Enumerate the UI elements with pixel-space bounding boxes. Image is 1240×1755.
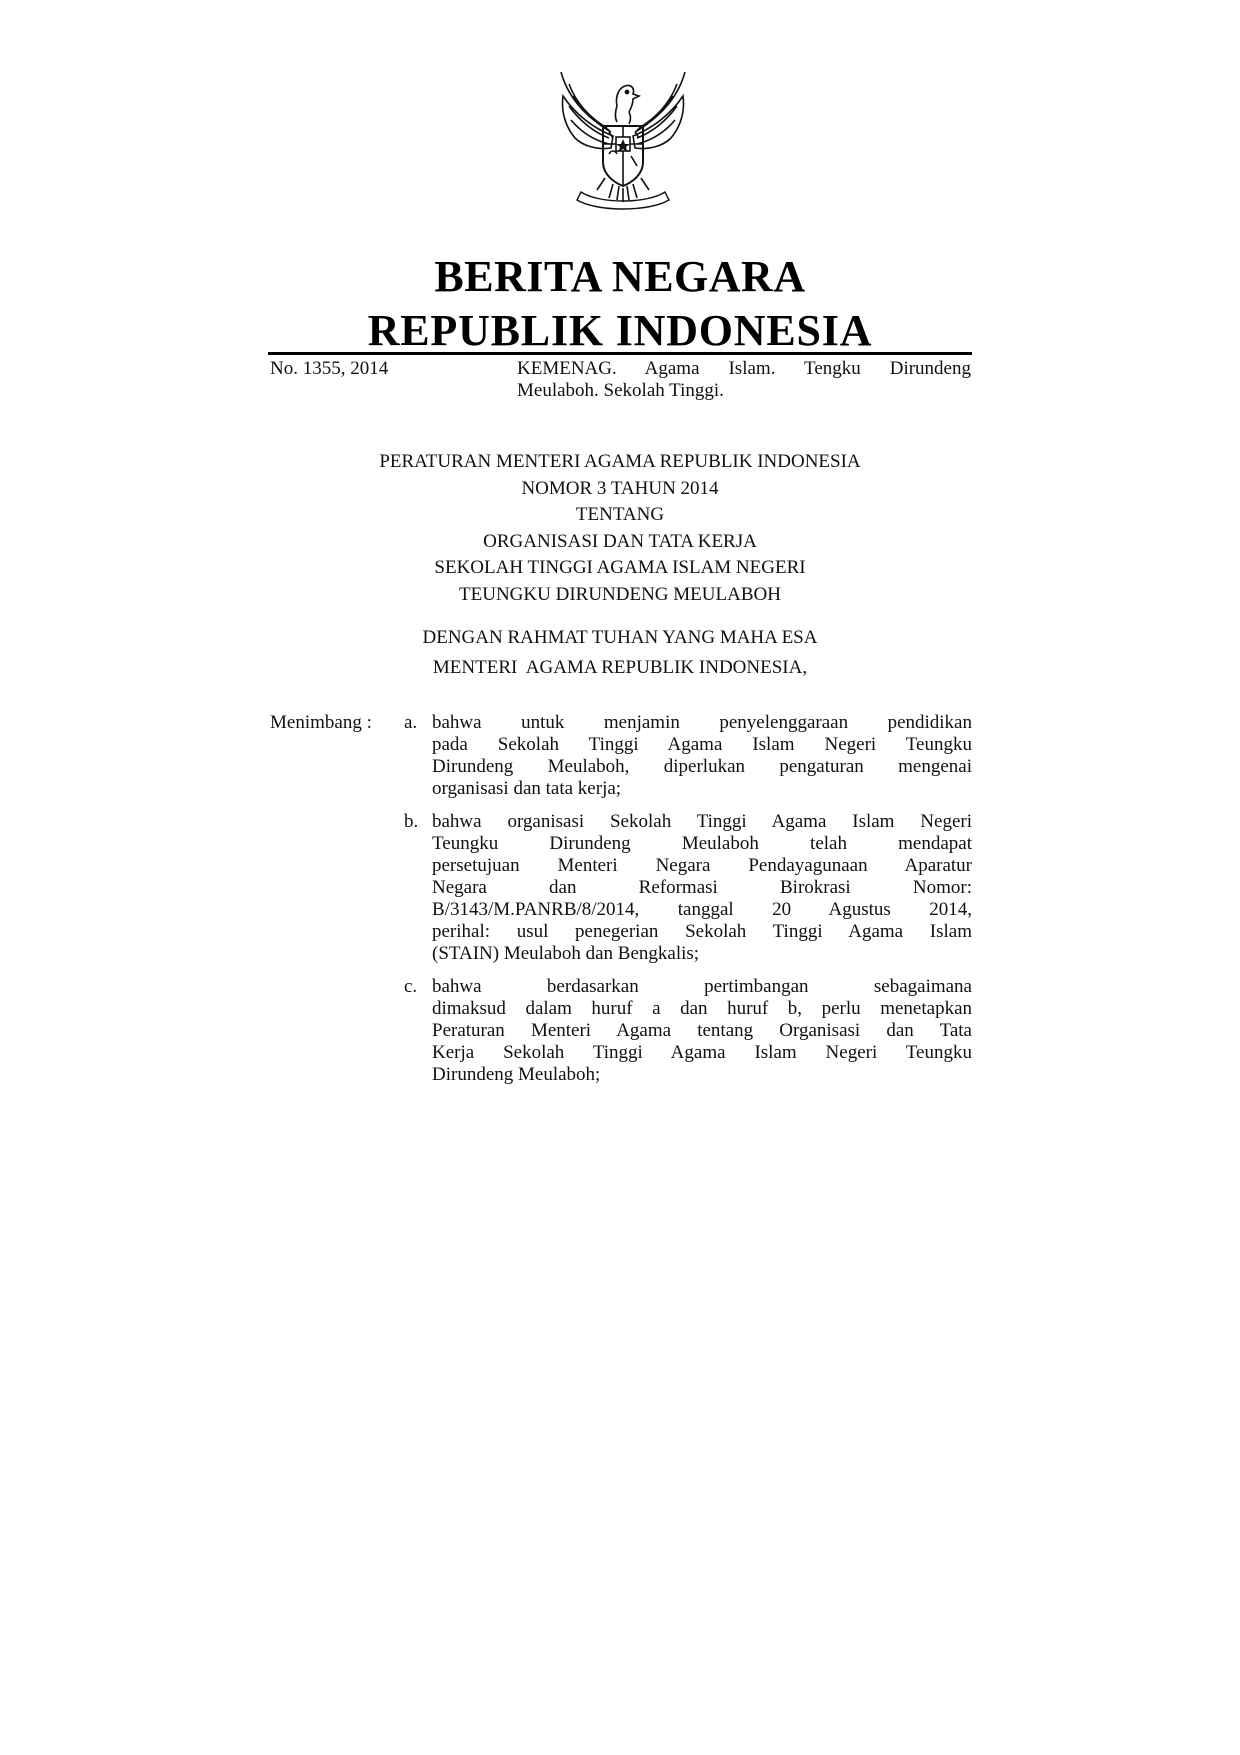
title-line: NOMOR 3 TAHUN 2014	[521, 477, 719, 499]
item-line: perihal: usul penegerian Sekolah Tinggi Agama Islam	[432, 921, 972, 942]
title-line: SEKOLAH TINGGI AGAMA ISLAM NEGERI	[434, 557, 806, 578]
list-item	[404, 712, 972, 800]
item-text	[432, 976, 972, 1086]
list-item	[404, 976, 972, 1086]
masthead-divider	[268, 352, 972, 355]
item-line: bahwa untuk menjamin penyelenggaraan pendidikan	[432, 712, 972, 733]
title-line: ORGANISASI DAN TATA KERJA	[483, 530, 757, 552]
item-line: Dirundeng Meulaboh;	[432, 1064, 601, 1085]
item-letter: a.	[404, 712, 418, 733]
gazette-topic-line1: KEMENAG. Agama Islam. Tengku Dirundeng	[517, 358, 971, 379]
masthead-title-line1: BERITA NEGARA	[434, 252, 806, 301]
item-line: (STAIN) Meulaboh dan Bengkalis;	[432, 943, 700, 964]
item-line: persetujuan Menteri Negara Pendayagunaan Aparatur	[432, 855, 972, 876]
item-text	[432, 712, 972, 800]
title-line: TEUNGKU DIRUNDENG MEULABOH	[459, 583, 781, 605]
item-line: bahwa berdasarkan pertimbangan sebagaimana	[432, 976, 972, 997]
item-line: bahwa organisasi Sekolah Tinggi Agama Islam Negeri	[432, 811, 972, 832]
gazette-topic	[517, 358, 971, 402]
item-text	[432, 811, 972, 965]
item-line: pada Sekolah Tinggi Agama Islam Negeri Teungku	[432, 734, 972, 755]
garuda-emblem-icon	[553, 66, 693, 216]
item-line: Dirundeng Meulaboh, diperlukan pengaturan mengenai	[432, 756, 972, 777]
regulation-title	[268, 449, 972, 608]
menimbang-list	[404, 712, 972, 1097]
title-line: PERATURAN MENTERI AGAMA REPUBLIK INDONESIA	[379, 451, 861, 472]
opening-formula	[268, 623, 972, 683]
opening-line1: DENGAN RAHMAT TUHAN YANG MAHA ESA	[422, 627, 818, 648]
gazette-number: No. 1355, 2014	[270, 358, 389, 379]
masthead	[268, 250, 972, 358]
item-line: Kerja Sekolah Tinggi Agama Islam Negeri Teungku	[432, 1042, 972, 1063]
title-line: TENTANG	[575, 504, 665, 525]
item-line: Teungku Dirundeng Meulaboh telah mendapat	[432, 833, 972, 854]
item-line: Negara dan Reformasi Birokrasi Nomor:	[432, 877, 972, 898]
item-line: organisasi dan tata kerja;	[432, 778, 622, 799]
menimbang-label: Menimbang :	[270, 712, 372, 733]
masthead-title-line2: REPUBLIK INDONESIA	[367, 306, 873, 355]
item-line: Peraturan Menteri Agama tentang Organisasi dan Tata	[432, 1020, 972, 1041]
list-item	[404, 811, 972, 965]
item-line: dimaksud dalam huruf a dan huruf b, perlu menetapkan	[432, 998, 972, 1019]
item-letter: c.	[404, 976, 418, 997]
gazette-topic-line2: Meulaboh. Sekolah Tinggi.	[517, 380, 724, 401]
opening-line2: MENTERI AGAMA REPUBLIK INDONESIA,	[432, 657, 808, 678]
item-line: B/3143/M.PANRB/8/2014, tanggal 20 Agustus 2014,	[432, 899, 972, 920]
item-letter: b.	[404, 811, 419, 832]
